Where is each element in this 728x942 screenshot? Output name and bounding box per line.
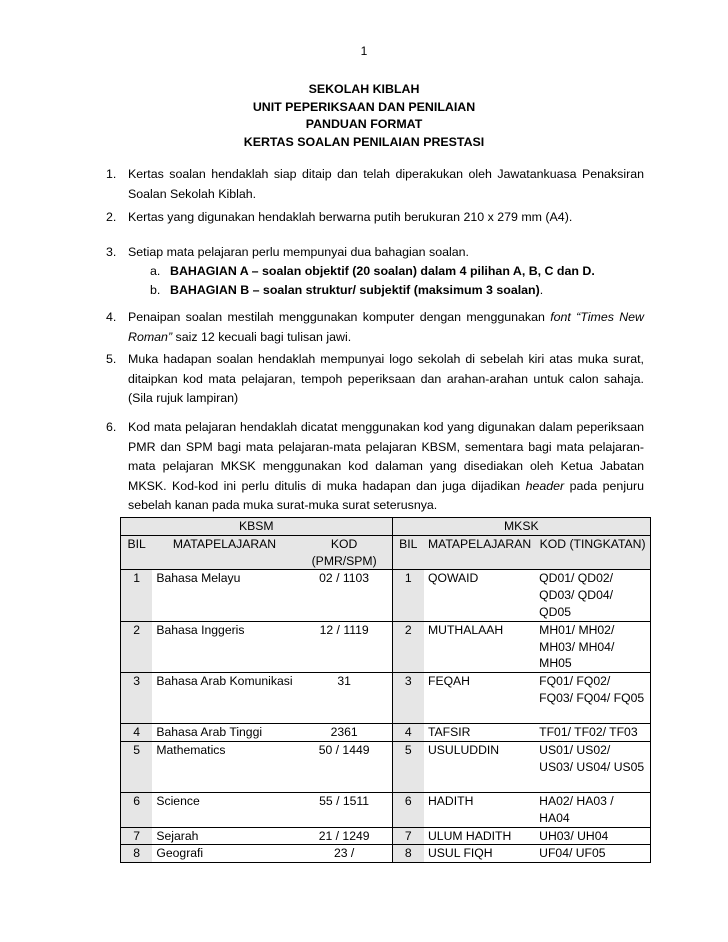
item-text-pre: Kod mata pelajaran hendaklah dicatat menggunakan kod yang digunakan dalam peperiksaan PMR dan SPM bagi mata pelajaran-mata pelajaran KBSM, sementara bagi mata pelajaran-mata pelajaran MKSK menggunakan kod dalaman yang disediakan oleh Ketua Jabatan MKSK. Kod-kod ini perlu ditulis di muka hadapan dan juga dijadikan: [128, 420, 644, 493]
code-mksk: FQ01/ FQ02/ FQ03/ FQ04/ FQ05: [535, 673, 650, 724]
document-heading: [0, 81, 728, 152]
code-mksk: HA02/ HA03 / HA04: [535, 792, 650, 827]
subject-mksk: USUL FIQH: [424, 845, 535, 863]
subject-kbsm: Mathematics: [152, 741, 296, 792]
subject-mksk: FEQAH: [424, 673, 535, 724]
col-bil-mksk: BIL: [392, 535, 424, 570]
col-kod-mksk: KOD (TINGKATAN): [535, 535, 650, 570]
code-kbsm: 21 / 1249: [297, 827, 393, 845]
item-text: Kertas soalan hendaklah siap ditaip dan telah diperakukan oleh Jawatankuasa Penaksiran Soalan Sekolah Kiblah.: [128, 167, 644, 201]
unit-name: UNIT PEPERIKSAAN DAN PENILAIAN: [252, 99, 476, 114]
table-row: [121, 827, 651, 845]
item-text-post: pada penjuru sebelah kanan pada muka surat-muka surat seterusnya.: [128, 478, 644, 512]
item-number: 5.: [106, 352, 117, 366]
item-number: 3.: [106, 245, 117, 259]
subject-mksk: QOWAID: [424, 570, 535, 621]
list-item-5: [106, 350, 644, 409]
subject-kbsm: Bahasa Arab Komunikasi: [152, 673, 296, 724]
guide-title: PANDUAN FORMAT: [305, 117, 423, 132]
row-number-mksk: 2: [392, 621, 424, 672]
item-number: 2.: [106, 210, 117, 224]
subject-kbsm: Science: [152, 792, 296, 827]
code-kbsm: 31: [297, 673, 393, 724]
row-number-kbsm: 5: [121, 741, 153, 792]
subject-kbsm: Sejarah: [152, 827, 296, 845]
row-number-mksk: 8: [392, 845, 424, 863]
list-item-6: [106, 418, 644, 516]
code-kbsm: 12 / 1119: [297, 621, 393, 672]
code-mksk: QD01/ QD02/ QD03/ QD04/ QD05: [535, 570, 650, 621]
row-number-kbsm: 3: [121, 673, 153, 724]
table-row: [121, 741, 651, 792]
sub-item-label: a.: [150, 264, 161, 278]
row-number-mksk: 4: [392, 724, 424, 742]
row-number-kbsm: 8: [121, 845, 153, 863]
code-kbsm: 2361: [297, 724, 393, 742]
table-row: [121, 621, 651, 672]
table-column-header: [121, 535, 651, 570]
header-term: header: [525, 478, 565, 493]
col-subject-kbsm: MATAPELAJARAN: [152, 535, 296, 570]
item-text-pre: Penaipan soalan mestilah menggunakan komputer dengan menggunakan: [128, 310, 551, 324]
list-item-2: [106, 208, 644, 228]
row-number-kbsm: 4: [121, 724, 153, 742]
table-row: [121, 724, 651, 742]
item-text: [128, 308, 644, 347]
list-item-4: [106, 308, 644, 347]
sub-item-text: BAHAGIAN B – soalan struktur/ subjektif (maksimum 3 soalan): [170, 283, 540, 297]
subject-mksk: ULUM HADITH: [424, 827, 535, 845]
sub-item-a: [150, 262, 595, 282]
subject-kbsm: Geografi: [152, 845, 296, 863]
list-item-1: [106, 165, 644, 204]
row-number-kbsm: 2: [121, 621, 153, 672]
sub-item-end: .: [539, 283, 544, 297]
school-name: SEKOLAH KIBLAH: [308, 82, 420, 96]
code-kbsm: 55 / 1511: [297, 792, 393, 827]
font-name: font “Times New Roman”: [128, 310, 644, 344]
code-mksk: UH03/ UH04: [535, 827, 650, 845]
subject-mksk: TAFSIR: [424, 724, 535, 742]
item-text: [128, 418, 644, 516]
subject-kbsm: Bahasa Melayu: [152, 570, 296, 621]
col-subject-mksk: MATAPELAJARAN: [424, 535, 535, 570]
subject-code-table: [120, 517, 651, 863]
table-row: [121, 673, 651, 724]
row-number-mksk: 7: [392, 827, 424, 845]
item-text: Setiap mata pelajaran perlu mempunyai dua bahagian soalan.: [128, 245, 469, 259]
table-row: [121, 570, 651, 621]
code-mksk: UF04/ UF05: [535, 845, 650, 863]
code-mksk: MH01/ MH02/ MH03/ MH04/ MH05: [535, 621, 650, 672]
row-number-mksk: 1: [392, 570, 424, 621]
code-kbsm: 50 / 1449: [297, 741, 393, 792]
table-group-header: [121, 518, 651, 536]
paper-title: KERTAS SOALAN PENILAIAN PRESTASI: [243, 135, 485, 150]
table-row: [121, 792, 651, 827]
mksk-group-header: MKSK: [392, 518, 650, 536]
list-item-3: [106, 243, 644, 263]
item-number: 4.: [106, 310, 117, 324]
table-row: [121, 845, 651, 863]
row-number-mksk: 3: [392, 673, 424, 724]
page-number: 1: [360, 44, 368, 58]
sub-item-b: [150, 281, 543, 301]
col-kod-kbsm: KOD (PMR/SPM): [297, 535, 393, 570]
item-text: Kertas yang digunakan hendaklah berwarna putih berukuran 210 x 279 mm (A4).: [128, 210, 573, 224]
row-number-mksk: 6: [392, 792, 424, 827]
row-number-kbsm: 7: [121, 827, 153, 845]
subject-mksk: HADITH: [424, 792, 535, 827]
sub-item-text: BAHAGIAN A – soalan objektif (20 soalan) dalam 4 pilihan A, B, C dan D.: [170, 264, 595, 278]
code-kbsm: 02 / 1103: [297, 570, 393, 621]
row-number-kbsm: 6: [121, 792, 153, 827]
col-bil-kbsm: BIL: [121, 535, 153, 570]
subject-kbsm: Bahasa Inggeris: [152, 621, 296, 672]
code-kbsm: 23 /: [297, 845, 393, 863]
code-mksk: US01/ US02/ US03/ US04/ US05: [535, 741, 650, 792]
subject-kbsm: Bahasa Arab Tinggi: [152, 724, 296, 742]
kbsm-group-header: KBSM: [121, 518, 393, 536]
row-number-kbsm: 1: [121, 570, 153, 621]
subject-mksk: MUTHALAAH: [424, 621, 535, 672]
sub-item-label: b.: [150, 283, 161, 297]
item-text: Muka hadapan soalan hendaklah mempunyai logo sekolah di sebelah kiri atas muka surat, ditaipkan kod mata pelajaran, tempoh peperiksaan dan arahan-arahan untuk calon sahaja. (Sila rujuk lampiran): [128, 352, 644, 405]
row-number-mksk: 5: [392, 741, 424, 792]
subject-mksk: USULUDDIN: [424, 741, 535, 792]
item-number: 1.: [106, 167, 117, 181]
code-mksk: TF01/ TF02/ TF03: [535, 724, 650, 742]
item-text-post: saiz 12 kecuali bagi tulisan jawi.: [172, 329, 352, 344]
item-number: 6.: [106, 420, 117, 434]
